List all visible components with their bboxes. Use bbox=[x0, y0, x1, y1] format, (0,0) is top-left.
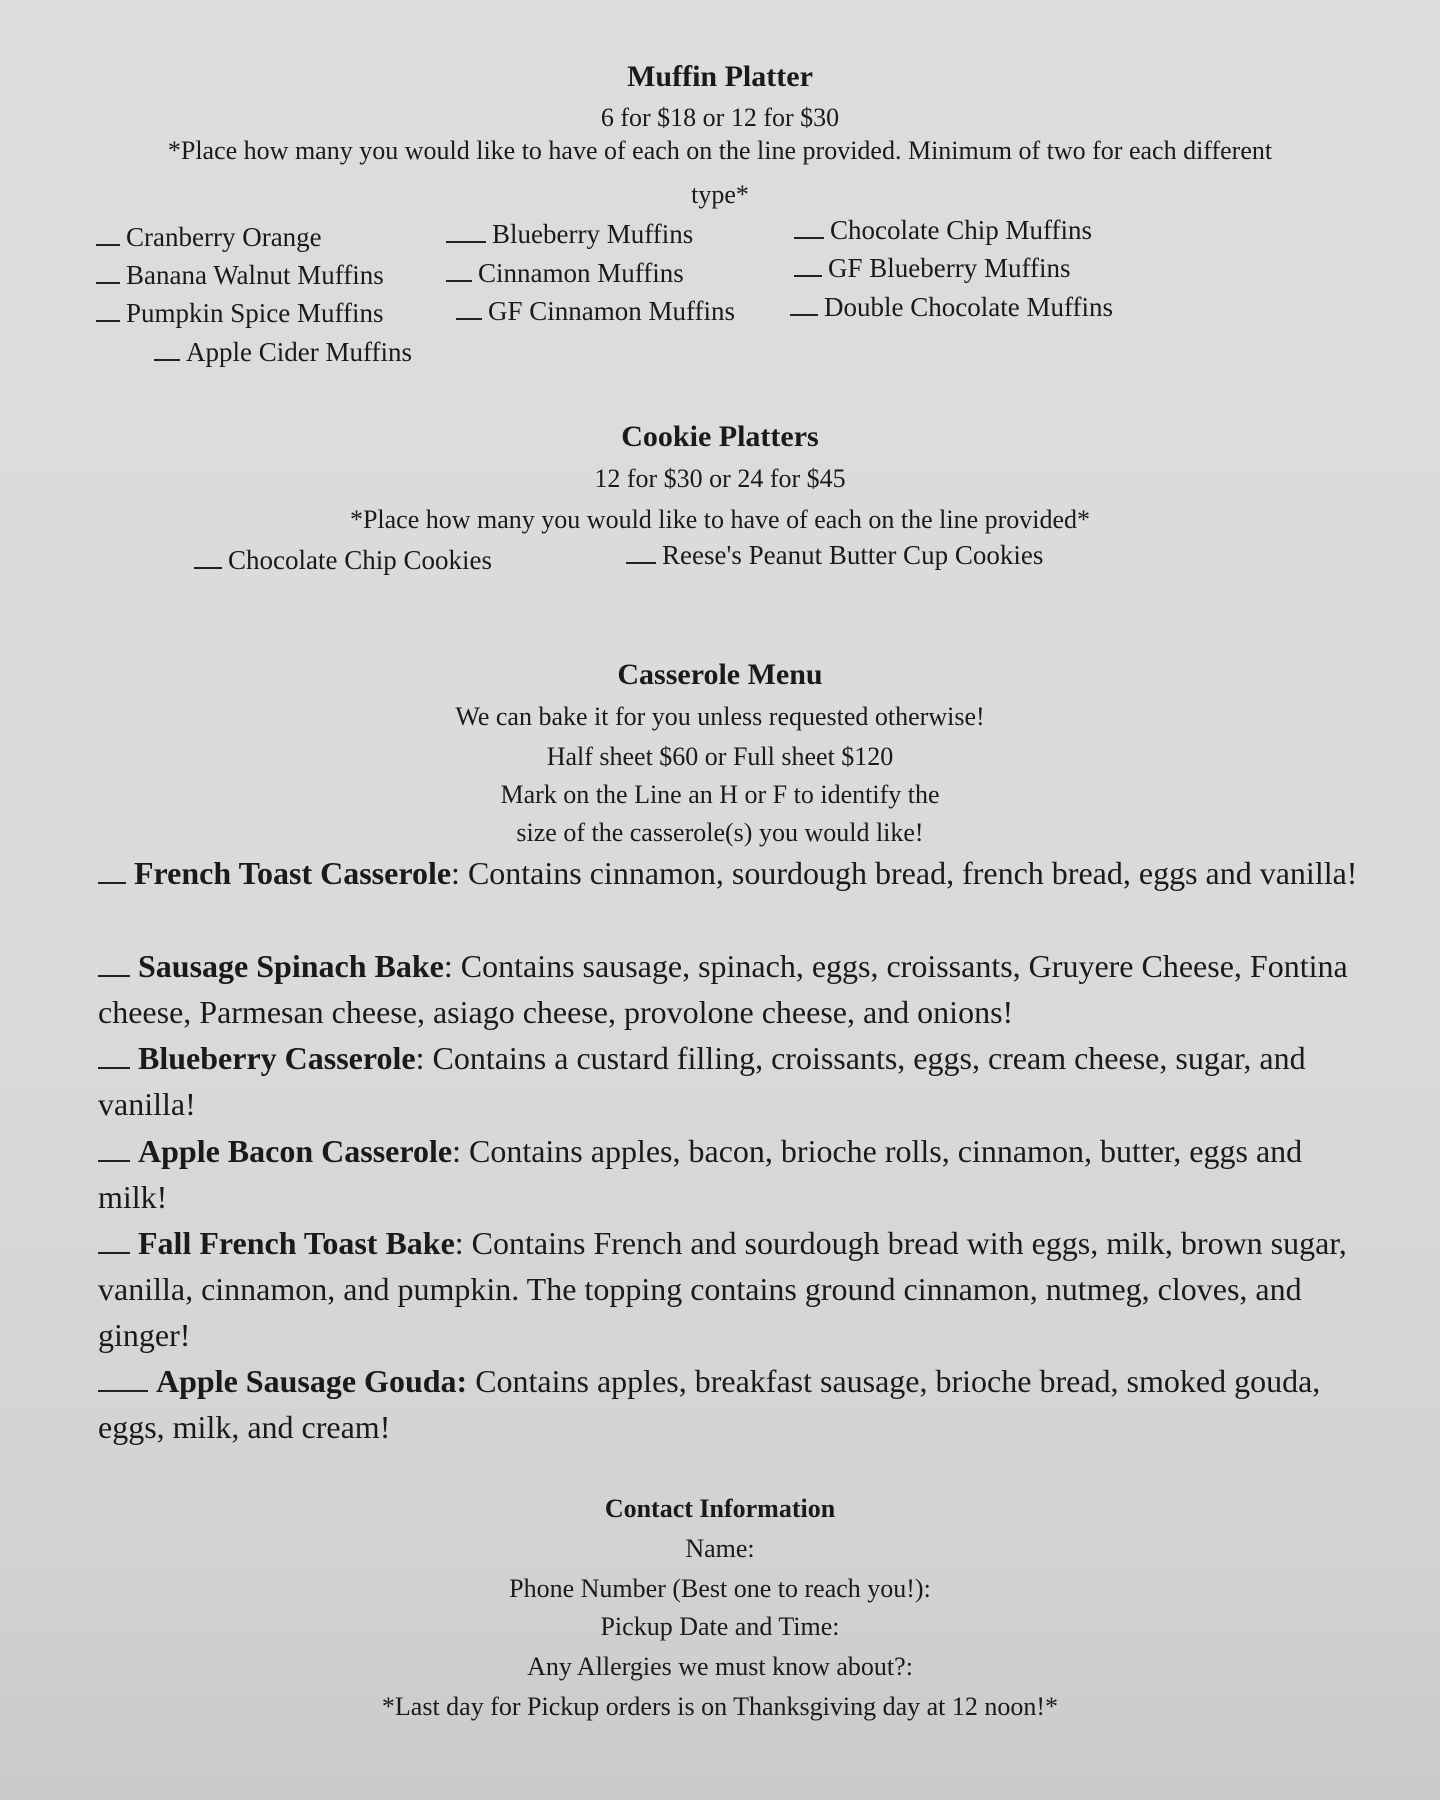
size-line[interactable] bbox=[98, 856, 126, 884]
contact-title: Contact Information bbox=[604, 1494, 836, 1523]
casserole-menu-title: Casserole Menu bbox=[617, 658, 823, 691]
muffin-item[interactable]: GF Cinnamon Muffins bbox=[456, 296, 735, 327]
casserole-description: : Contains a custard filling, croissants, eggs, cream cheese, sugar, and vanilla! bbox=[98, 1040, 1306, 1122]
quantity-line[interactable] bbox=[154, 337, 180, 361]
quantity-line[interactable] bbox=[446, 219, 486, 243]
casserole-description: : Contains apples, bacon, brioche rolls, cinnamon, butter, eggs and milk! bbox=[98, 1133, 1303, 1215]
muffin-item[interactable]: Cranberry Orange bbox=[96, 222, 322, 253]
casserole-size-instruction: Mark on the Line an H or F to identify the bbox=[500, 780, 940, 809]
allergies-field-label[interactable]: Any Allergies we must know about?: bbox=[527, 1652, 913, 1681]
name-field-label[interactable]: Name: bbox=[685, 1534, 755, 1563]
casserole-description: : Contains French and sourdough bread with eggs, milk, brown sugar, vanilla, cinnamon, and pumpkin. The topping contains ground cinnamon, nutmeg, cloves, and ginger! bbox=[98, 1225, 1347, 1353]
casserole-name: Sausage Spinach Bake bbox=[138, 948, 444, 984]
quantity-line[interactable] bbox=[96, 222, 120, 246]
cookie-instructions: *Place how many you would like to have of each on the line provided* bbox=[349, 505, 1091, 534]
quantity-line[interactable] bbox=[794, 253, 822, 277]
casserole-description: : Contains sausage, spinach, eggs, croissants, Gruyere Cheese, Fontina cheese, Parmesan cheese, asiago cheese, provolone cheese, and onions! bbox=[98, 948, 1348, 1030]
quantity-line[interactable] bbox=[194, 545, 222, 569]
casserole-item[interactable] bbox=[98, 943, 1358, 1035]
quantity-line[interactable] bbox=[456, 296, 482, 320]
muffin-item[interactable]: Chocolate Chip Muffins bbox=[794, 215, 1092, 246]
pickup-deadline-note: *Last day for Pickup orders is on Thanksgiving day at 12 noon!* bbox=[381, 1692, 1059, 1721]
casserole-name: French Toast Casserole bbox=[134, 855, 452, 891]
casserole-description: Contains apples, breakfast sausage, brioche bread, smoked gouda, eggs, milk, and cream! bbox=[98, 1363, 1321, 1445]
casserole-item[interactable] bbox=[98, 1358, 1358, 1450]
cookie-item[interactable]: Chocolate Chip Cookies bbox=[194, 545, 492, 576]
quantity-line[interactable] bbox=[96, 298, 120, 322]
muffin-instructions: *Place how many you would like to have of each on the line provided. Minimum of two for each different bbox=[167, 136, 1273, 165]
muffin-item[interactable]: Apple Cider Muffins bbox=[154, 337, 412, 368]
casserole-item[interactable] bbox=[98, 1220, 1358, 1358]
casserole-name: Apple Sausage Gouda: bbox=[156, 1363, 468, 1399]
muffin-item[interactable]: Pumpkin Spice Muffins bbox=[96, 298, 384, 329]
muffin-item[interactable]: GF Blueberry Muffins bbox=[794, 253, 1071, 284]
cookie-platters-price: 12 for $30 or 24 for $45 bbox=[594, 464, 846, 493]
size-line[interactable] bbox=[98, 949, 130, 977]
casserole-item[interactable] bbox=[98, 1128, 1358, 1220]
quantity-line[interactable] bbox=[790, 292, 818, 316]
quantity-line[interactable] bbox=[96, 260, 120, 284]
pickup-field-label[interactable]: Pickup Date and Time: bbox=[600, 1612, 840, 1641]
muffin-platter-price: 6 for $18 or 12 for $30 bbox=[600, 103, 840, 132]
muffin-item[interactable]: Double Chocolate Muffins bbox=[790, 292, 1113, 323]
size-line[interactable] bbox=[98, 1226, 130, 1254]
size-line[interactable] bbox=[98, 1134, 130, 1162]
casserole-note: We can bake it for you unless requested otherwise! bbox=[455, 702, 985, 731]
muffin-instructions-cont: type* bbox=[691, 180, 749, 209]
quantity-line[interactable] bbox=[626, 540, 656, 564]
casserole-name: Apple Bacon Casserole bbox=[138, 1133, 453, 1169]
size-line[interactable] bbox=[98, 1041, 130, 1069]
muffin-item[interactable]: Cinnamon Muffins bbox=[446, 258, 684, 289]
quantity-line[interactable] bbox=[794, 215, 824, 239]
casserole-item[interactable] bbox=[98, 1035, 1358, 1127]
casserole-size-instruction-cont: size of the casserole(s) you would like! bbox=[516, 818, 924, 847]
casserole-pricing: Half sheet $60 or Full sheet $120 bbox=[546, 742, 894, 771]
muffin-platter-title: Muffin Platter bbox=[627, 60, 813, 93]
cookie-platters-title: Cookie Platters bbox=[621, 420, 819, 453]
cookie-item[interactable]: Reese's Peanut Butter Cup Cookies bbox=[626, 540, 1043, 571]
casserole-description: : Contains cinnamon, sourdough bread, french bread, eggs and vanilla! bbox=[451, 855, 1358, 891]
casserole-name: Fall French Toast Bake bbox=[138, 1225, 455, 1261]
quantity-line[interactable] bbox=[446, 258, 472, 282]
phone-field-label[interactable]: Phone Number (Best one to reach you!): bbox=[509, 1574, 931, 1603]
size-line[interactable] bbox=[98, 1364, 148, 1392]
casserole-item[interactable] bbox=[98, 850, 1358, 896]
muffin-item[interactable]: Blueberry Muffins bbox=[446, 219, 693, 250]
casserole-name: Blueberry Casserole bbox=[138, 1040, 416, 1076]
muffin-item[interactable]: Banana Walnut Muffins bbox=[96, 260, 384, 291]
